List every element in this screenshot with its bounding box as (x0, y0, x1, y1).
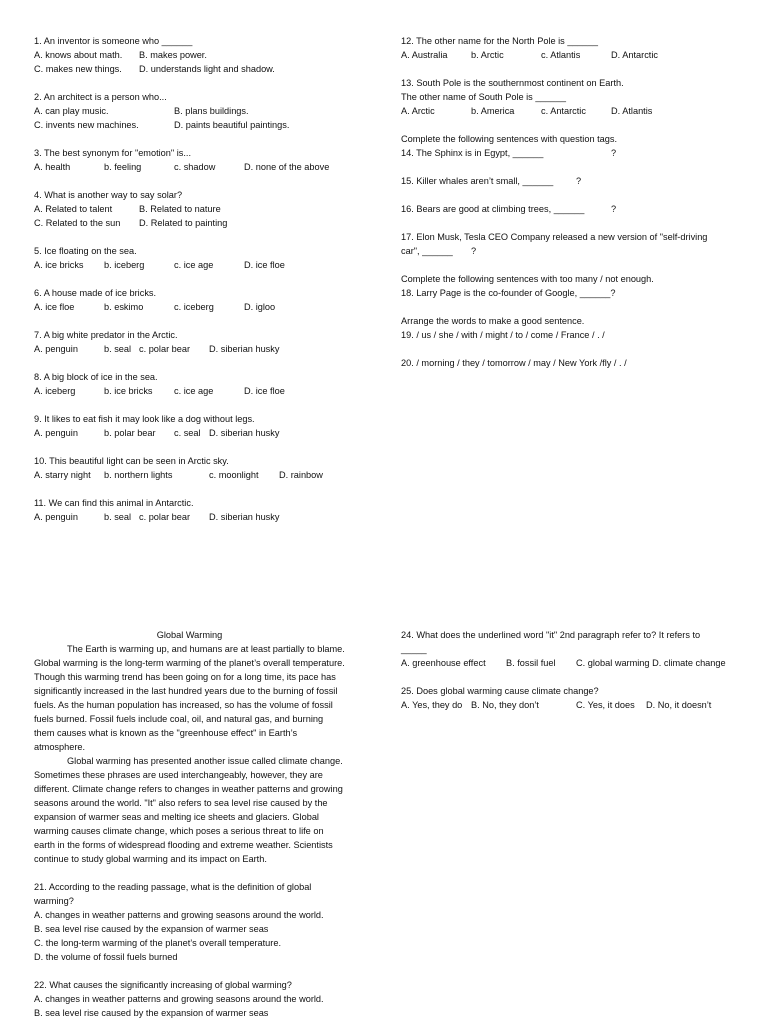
question-text: 14. The Sphinx is in Egypt, ______ (401, 148, 544, 158)
question-text: 10. This beautiful light can be seen in Arctic sky. (34, 456, 229, 466)
question-text: 7. A big white predator in the Arctic. (34, 330, 178, 340)
question-16 (401, 202, 741, 216)
question-8 (34, 370, 374, 398)
option: D. siberian husky (209, 428, 280, 438)
option: D. rainbow (279, 470, 323, 480)
question-text: The other name of South Pole is ______ (401, 92, 566, 102)
option: D. igloo (244, 302, 276, 312)
section-instruction: Complete the following sentences with too many / not enough. (401, 274, 654, 284)
question-9 (34, 412, 374, 440)
question-1 (34, 34, 374, 76)
option: A. Arctic (401, 106, 435, 116)
option: D. ice floe (244, 386, 285, 396)
option: B. Related to nature (139, 204, 221, 214)
question-10 (34, 454, 374, 482)
question-text: 25. Does global warming cause climate change? (401, 686, 599, 696)
question-text: 21. According to the reading passage, what is the definition of global (34, 882, 312, 892)
option: D. No, it doesn’t (646, 700, 712, 710)
question-5 (34, 244, 374, 272)
option: A. greenhouse effect (401, 658, 486, 668)
options-row (34, 118, 374, 132)
options-row (34, 342, 374, 356)
option: A. ice bricks (34, 260, 84, 270)
option: D. none of the above (244, 162, 330, 172)
question-text: 24. What does the underlined word "it" 2nd paragraph refer to? It refers to (401, 630, 701, 640)
option: B. sea level rise caused by the expansion of warmer seas (34, 924, 269, 934)
option: B. sea level rise caused by the expansion of warmer seas (34, 1008, 269, 1018)
options-row (34, 258, 374, 272)
option: b. iceberg (104, 260, 145, 270)
option: D. Antarctic (611, 50, 658, 60)
right-question-column (401, 34, 741, 384)
option: B. makes power. (139, 50, 207, 60)
options-row (401, 698, 741, 712)
option: C. global warming D. climate change (576, 658, 726, 668)
option: A. penguin (34, 512, 78, 522)
question-text: 11. We can find this animal in Antarctic. (34, 498, 194, 508)
option: b. Arctic (471, 50, 504, 60)
option: c. ice age (174, 260, 214, 270)
option: b. polar bear (104, 428, 156, 438)
question-text: 16. Bears are good at climbing trees, ______ (401, 204, 585, 214)
options-row (34, 48, 374, 62)
options-row (34, 160, 374, 174)
question-3 (34, 146, 374, 174)
option: D. Related to painting (139, 218, 228, 228)
too-many-section (401, 272, 741, 300)
option: D. paints beautiful paintings. (174, 120, 290, 130)
option: c. Atlantis (541, 50, 581, 60)
option: A. ice floe (34, 302, 75, 312)
question-text: 5. Ice floating on the sea. (34, 246, 137, 256)
option: C. makes new things. (34, 64, 122, 74)
option: A. penguin (34, 428, 78, 438)
question-7 (34, 328, 374, 356)
answer-blank: _____ (401, 644, 427, 654)
options-row (34, 468, 374, 482)
option: C. Related to the sun (34, 218, 121, 228)
question-11 (34, 496, 374, 524)
question-mark: ? (471, 246, 477, 256)
option: A. iceberg (34, 386, 76, 396)
question-text: 20. / morning / they / tomorrow / may / New York /fly / . / (401, 358, 627, 368)
option: D. Atlantis (611, 106, 653, 116)
option: b. seal (104, 344, 132, 354)
option: A. changes in weather patterns and growing seasons around the world. (34, 994, 324, 1004)
options-row (401, 104, 741, 118)
question-25 (401, 684, 741, 712)
options-row (34, 426, 374, 440)
options-row (401, 48, 741, 62)
option: b. seal (104, 512, 132, 522)
question-text: 17. Elon Musk, Tesla CEO Company released a new version of "self-driving (401, 232, 708, 242)
question-text: 12. The other name for the North Pole is ______ (401, 36, 598, 46)
option: A. can play music. (34, 106, 109, 116)
option: c. ice age (174, 386, 214, 396)
option: b. feeling (104, 162, 142, 172)
option: B. plans buildings. (174, 106, 249, 116)
option: D. siberian husky (209, 512, 280, 522)
option: B. No, they don’t (471, 700, 539, 710)
options-row (401, 656, 741, 670)
option: c. moonlight (209, 470, 259, 480)
arrange-section (401, 314, 741, 342)
question-12 (401, 34, 741, 62)
option: c. polar bear (139, 512, 191, 522)
question-mark: ? (611, 204, 617, 214)
option: A. starry night (34, 470, 91, 480)
section-instruction: Arrange the words to make a good sentence. (401, 316, 585, 326)
question-text: warming? (34, 896, 74, 906)
options-row (34, 384, 374, 398)
question-24 (401, 628, 741, 670)
option: b. America (471, 106, 515, 116)
options-row (34, 202, 374, 216)
options-row (34, 216, 374, 230)
option: C. invents new machines. (34, 120, 139, 130)
question-text-cont (401, 244, 741, 258)
option: A. knows about math. (34, 50, 123, 60)
question-22 (34, 978, 345, 1020)
question-text: 8. A big block of ice in the sea. (34, 372, 158, 382)
right-bottom-column (401, 628, 741, 726)
reading-passage-column (34, 628, 345, 1020)
option: A. penguin (34, 344, 78, 354)
section-instruction: Complete the following sentences with question tags. (401, 134, 618, 144)
option: B. fossil fuel (506, 658, 556, 668)
option: C. Yes, it does (576, 700, 635, 710)
option: D. understands light and shadow. (139, 64, 275, 74)
option: c. polar bear (139, 344, 191, 354)
option: b. eskimo (104, 302, 144, 312)
question-18: 18. Larry Page is the co-founder of Google, ______? (401, 288, 616, 298)
question-text: 9. It likes to eat fish it may look like a dog without legs. (34, 414, 255, 424)
question-mark: ? (611, 148, 617, 158)
question-6 (34, 286, 374, 314)
option: A. Yes, they do (401, 700, 463, 710)
question-17 (401, 230, 741, 258)
options-row (34, 510, 374, 524)
option: D. the volume of fossil fuels burned (34, 952, 178, 962)
passage-title: Global Warming (156, 630, 223, 640)
passage-paragraph-1: The Earth is warming up, and humans are at least partially to blame. Global warming is the long-term warming of the planet’s overall temperature. Though this warming trend has been going on for a long time, its pace has significantly increased in the last hundred years due to the burning of fossil fuels. As the human population has increased, so has the volume of fossil fuels burned. Fossil fuels include coal, oil, and natural gas, and burning them causes what is known as the "greenhouse effect" in Earth’s atmosphere. (34, 644, 345, 752)
option: c. Antarctic (541, 106, 586, 116)
question-mark: ? (576, 176, 582, 186)
option: c. seal (174, 428, 201, 438)
question-21 (34, 880, 345, 964)
question-text: 22. What causes the significantly increasing of global warming? (34, 980, 292, 990)
question-4 (34, 188, 374, 230)
question-text: 13. South Pole is the southernmost continent on Earth. (401, 78, 624, 88)
question-14 (401, 146, 741, 160)
question-text: 2. An architect is a person who... (34, 92, 167, 102)
option: b. ice bricks (104, 386, 153, 396)
question-19: 19. / us / she / with / might / to / come / France / . / (401, 330, 605, 340)
option: D. ice floe (244, 260, 285, 270)
option: C. the long-term warming of the planet’s overall temperature. (34, 938, 281, 948)
options-row (34, 300, 374, 314)
question-15 (401, 174, 741, 188)
question-20 (401, 356, 741, 370)
option: c. shadow (174, 162, 216, 172)
option: c. iceberg (174, 302, 214, 312)
option: A. Related to talent (34, 204, 113, 214)
question-tags-section (401, 132, 741, 160)
left-question-column (34, 34, 374, 538)
option: A. Australia (401, 50, 448, 60)
question-text: 1. An inventor is someone who ______ (34, 36, 193, 46)
passage-paragraph-2: Global warming has presented another issue called climate change. Sometimes these phrases are used interchangeably, however, they are different. Climate change refers to changes in weather patterns and growing seasons around the world. "It" also refers to sea level rise caused by the expansion of warmer seas and melting ice sheets and glaciers. Global warming causes climate change, which poses a serious threat to life on earth in the forms of widespread flooding and extreme weather. Scientists continue to study global warming and its impact on Earth. (34, 756, 343, 864)
question-13 (401, 76, 741, 118)
question-text: car", ______ (401, 246, 453, 256)
question-text: 4. What is another way to say solar? (34, 190, 183, 200)
options-row (34, 62, 374, 76)
option: D. siberian husky (209, 344, 280, 354)
options-row (34, 104, 374, 118)
question-text: 3. The best synonym for "emotion" is... (34, 148, 191, 158)
question-text: 15. Killer whales aren’t small, ______ (401, 176, 554, 186)
option: A. changes in weather patterns and growing seasons around the world. (34, 910, 324, 920)
option: b. northern lights (104, 470, 173, 480)
question-2 (34, 90, 374, 132)
option: A. health (34, 162, 71, 172)
question-text: 6. A house made of ice bricks. (34, 288, 157, 298)
